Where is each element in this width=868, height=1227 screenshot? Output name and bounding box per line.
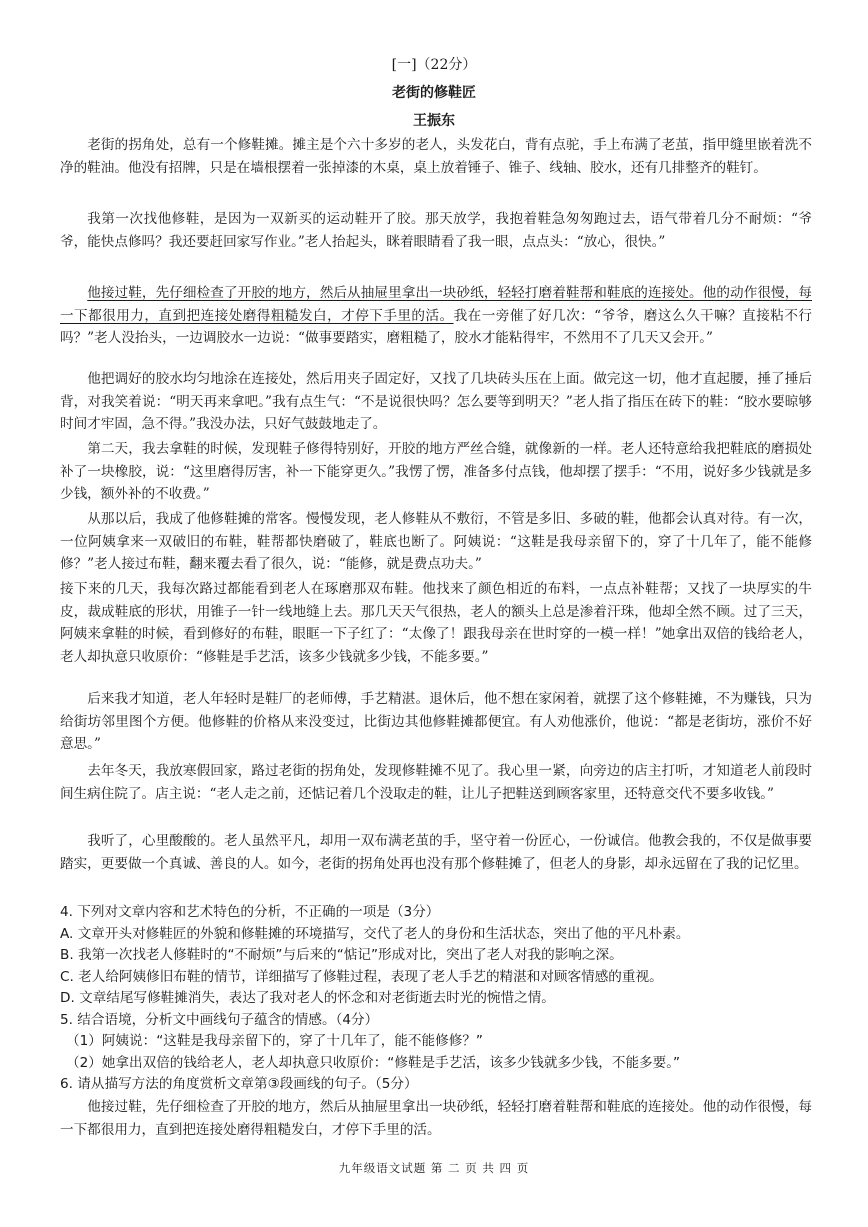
underlined-sentence: 他接过鞋，先仔细检查了开胶的地方，然后从抽屉里拿出一块砂纸，轻轻打磨着鞋帮和鞋底的连接处。他的动作很慢，每一下都很用力，直到把连接处磨得粗糙发白，才停下手里的活。	[60, 285, 812, 324]
paragraph-3-rest: 我在一旁催了好几次：“爷爷，磨这么久干嘛？直接粘不行吗？”老人没抬头，一边调胶水一边说：“做事要踏实，磨粗糙了，胶水才能粘得牢，不然用不了几天又会开。”	[60, 307, 812, 346]
paragraph-9: 去年冬天，我放寒假回家，路过老街的拐角处，发现修鞋摊不见了。我心里一紧，向旁边的店主打听，才知道老人前段时间生病住院了。店主说：“老人走之前，还惦记着几个没取走的鞋，让儿子把鞋送到顾客家里，还特意交代不要多收钱。”	[60, 763, 812, 802]
paragraph-5: 第二天，我去拿鞋的时候，发现鞋子修得特别好，开胶的地方严丝合缝，就像新的一样。老人还特意给我把鞋底的磨损处补了一块橡胶，说：“这里磨得厉害，补一下能穿更久。”我愣了愣，准备多付点钱，他却摆了摆手：“不用，说好多少钱就是多少钱，额外补的不收费。”	[60, 441, 812, 502]
article-title: 老街的修鞋匠	[392, 85, 476, 101]
page-footer: 九年级语文试题 第 二 页 共 四 页	[338, 1161, 530, 1175]
paragraph-4: 他把调好的胶水均匀地涂在连接处，然后用夹子固定好，又找了几块砖头压在上面。做完这一切，他才直起腰，捶了捶后背，对我笑着说：“明天再来拿吧。”我有点生气：“不是说很快吗？怎么要等到明天？”老人指了指压在砖下的鞋：“胶水要晾够时间才牢固，急不得。”我没办法，只好气鼓鼓地走了。	[60, 371, 812, 432]
paragraph-7: 接下来的几天，我每次路过都能看到老人在琢磨那双布鞋。他找来了颜色相近的布料，一点点补鞋帮；又找了一块厚实的牛皮，裁成鞋底的形状，用锥子一针一线地缝上去。那几天天气很热，老人的额头上总是渗着汗珠，他却全然不顾。过了三天，阿姨来拿鞋的时候，看到修好的布鞋，眼眶一下子红了：“太像了！跟我母亲在世时穿的一模一样！”她拿出双倍的钱给老人，老人却执意只收原价：“修鞋是手艺活，该多少钱就多少钱，不能多要。”	[60, 581, 812, 665]
q4-option-c: C. 老人给阿姨修旧布鞋的情节，详细描写了修鞋过程，表现了老人手艺的精湛和对顾客情感的重视。	[60, 968, 663, 985]
paragraph-2: 我第一次找他修鞋，是因为一双新买的运动鞋开了胶。那天放学，我抱着鞋急匆匆跑过去，语气带着几分不耐烦：“爷爷，能快点修吗？我还要赶回家写作业。”老人抬起头，眯着眼睛看了我一眼，点点头：“放心，很快。”	[60, 211, 812, 250]
paragraph-3	[60, 282, 812, 350]
paragraph-1: 老街的拐角处，总有一个修鞋摊。摊主是个六十多岁的老人，头发花白，背有点驼，手上布满了老茧，指甲缝里嵌着洗不净的鞋油。他没有招牌，只是在墙根摆着一张掉漆的木桌，桌上放着锤子、锥子、线轴、胶水，还有几排整齐的鞋钉。	[60, 137, 812, 176]
article-author: 王振东	[413, 113, 455, 129]
q5-item-2: （2）她拿出双倍的钱给老人，老人却执意只收原价：“修鞋是手艺活，该多少钱就多少钱，不能多要。”	[66, 1054, 681, 1071]
questions-block	[60, 902, 820, 1096]
q5-item-1: （1）阿姨说：“这鞋是我母亲留下的，穿了十几年了，能不能修修？”	[66, 1033, 483, 1049]
question-6: 6. 请从描写方法的角度赏析文章第③段画线的句子。（5分）	[60, 1076, 418, 1092]
section-label: [一]（22分）	[391, 57, 477, 73]
paragraph-10: 我听了，心里酸酸的。老人虽然平凡，却用一双布满老茧的手，坚守着一份匠心，一份诚信。他教会我的，不仅是做事要踏实，更要做一个真诚、善良的人。如今，老街的拐角处再也没有那个修鞋摊了，但老人的身影，却永远留在了我的记忆里。	[60, 833, 812, 872]
paragraph-6: 从那以后，我成了他修鞋摊的常客。慢慢发现，老人修鞋从不敷衍，不管是多旧、多破的鞋，他都会认真对待。有一次，一位阿姨拿来一双破旧的布鞋，鞋帮都快磨破了，鞋底也断了。阿姨说：“这鞋是我母亲留下的，穿了十几年了，能不能修修？”老人接过布鞋，翻来覆去看了很久，说：“能修，就是费点功夫。”	[60, 511, 812, 572]
q4-option-a: A. 文章开头对修鞋匠的外貌和修鞋摊的环境描写，交代了老人的身份和生活状态，突出了他的平凡朴素。	[60, 925, 690, 942]
q6-quote: 他接过鞋，先仔细检查了开胶的地方，然后从抽屉里拿出一块砂纸，轻轻打磨着鞋帮和鞋底的连接处。他的动作很慢，每一下都很用力，直到把连接处磨得粗糙发白，才停下手里的活。	[60, 1099, 812, 1138]
q4-option-b: B. 我第一次找老人修鞋时的“不耐烦”与后来的“惦记”形成对比，突出了老人对我的影响之深。	[60, 947, 623, 963]
question-5: 5. 结合语境，分析文中画线句子蕴含的情感。（4分）	[60, 1011, 379, 1028]
question-4: 4. 下列对文章内容和艺术特色的分析，不正确的一项是（3分）	[60, 904, 440, 920]
q4-option-d: D. 文章结尾写修鞋摊消失，表达了我对老人的怀念和对老街逝去时光的惋惜之情。	[60, 990, 555, 1006]
paragraph-8: 后来我才知道，老人年轻时是鞋厂的老师傅，手艺精湛。退休后，他不想在家闲着，就摆了这个修鞋摊，不为赚钱，只为给街坊邻里图个方便。他修鞋的价格从来没变过，比街边其他修鞋摊都便宜。有人劝他涨价，他说：“都是老街坊，涨价不好意思。”	[60, 691, 812, 752]
